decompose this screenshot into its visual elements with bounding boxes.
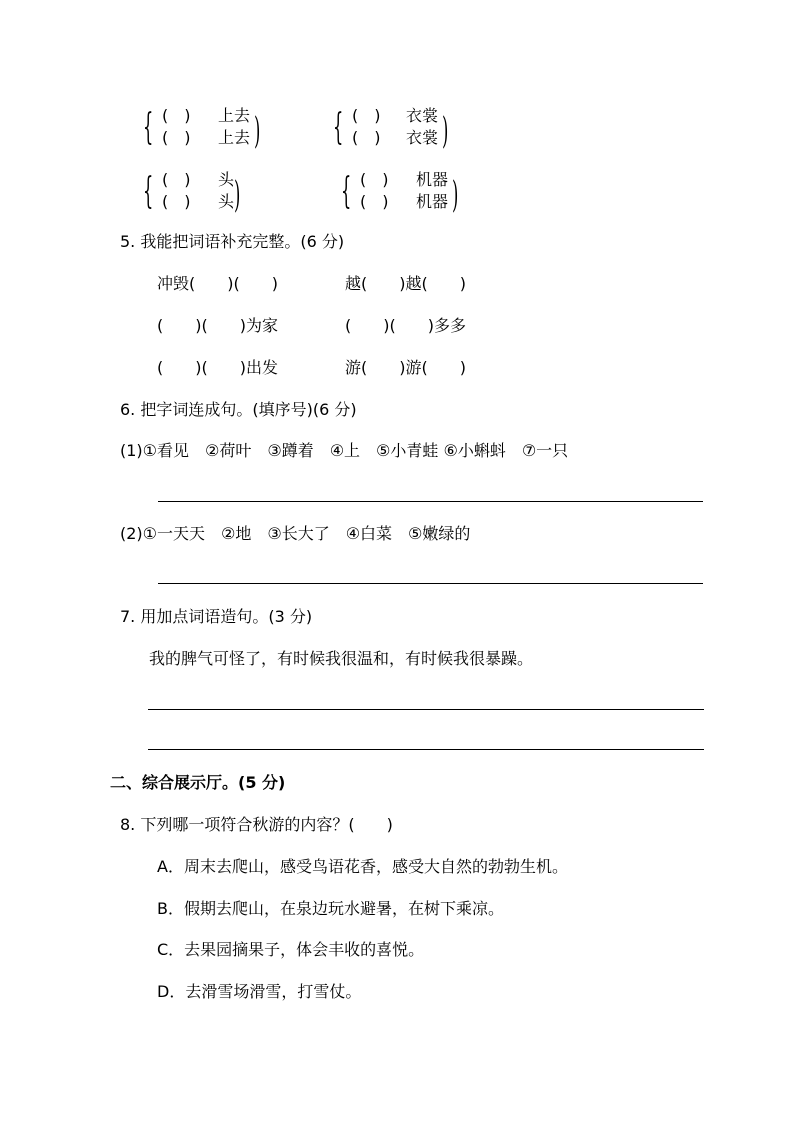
section-2-title: 二、综合展示厅。(5 分) [110,773,286,792]
q7-title: 7. 用加点词语造句。(3 分) [120,607,313,626]
q5-row-2-right: ( )( )多多 [345,316,466,335]
word-1b: 上去 [218,128,251,147]
q5-row-1-left: 冲毁( )( ) [157,274,278,293]
q6-item-2: (2)①一天天 ②地 ③长大了 ④白菜 ⑤嫩绿的 [120,524,471,543]
word-3b: 头 [218,192,235,211]
q5-row-3-right: 游( )游( ) [345,358,466,377]
blank-1: ( ) [162,170,191,189]
q8-title: 8. 下列哪一项符合秋游的内容？( ) [120,815,393,834]
blank-2: ( ) [162,128,191,147]
q8-option-c[interactable]: C．去果园摘果子，体会丰收的喜悦。 [157,940,425,959]
word-3a: 头 [218,170,235,189]
blank-2: ( ) [352,128,381,147]
q7-answer-line-1[interactable] [148,709,704,710]
q5-row-2-left: ( )( )为家 [157,316,278,335]
word-2a: 衣裳 [406,106,439,125]
word-1a: 上去 [218,106,251,125]
q7-sentence: 我的脾气可怪了，有时候我很温和，有时候我很暴躁。 [149,649,534,668]
q8-option-d[interactable]: D．去滑雪场滑雪，打雪仗。 [157,982,362,1001]
q6-title: 6. 把字词连成句。(填序号)(6 分) [120,400,357,419]
q6-answer-line-1[interactable] [158,501,703,502]
blank-1: ( ) [162,106,191,125]
q7-answer-line-2[interactable] [148,749,704,750]
q5-row-1-right: 越( )越( ) [345,274,466,293]
q5-row-3-left: ( )( )出发 [157,358,278,377]
q5-title: 5. 我能把词语补充完整。(6 分) [120,232,345,251]
left-brace: { [333,107,344,148]
left-brace: { [143,171,154,212]
left-brace: { [143,107,154,148]
right-paren: ) [452,175,459,216]
q6-answer-line-2[interactable] [158,583,703,584]
word-4b: 机器 [416,192,449,211]
blank-2: ( ) [162,192,191,211]
q6-item-1: (1)①看见 ②荷叶 ③蹲着 ④上 ⑤小青蛙 ⑥小蝌蚪 ⑦一只 [120,441,569,460]
right-paren: ) [442,111,449,152]
right-paren: ) [234,175,241,216]
word-4a: 机器 [416,170,449,189]
word-2b: 衣裳 [406,128,439,147]
q8-option-a[interactable]: A．周末去爬山，感受鸟语花香，感受大自然的勃勃生机。 [157,857,568,876]
blank-1: ( ) [352,106,381,125]
left-brace: { [341,171,352,212]
right-paren: ) [254,111,261,152]
q8-option-b[interactable]: B．假期去爬山，在泉边玩水避暑，在树下乘凉。 [157,899,504,918]
blank-2: ( ) [360,192,389,211]
blank-1: ( ) [360,170,389,189]
